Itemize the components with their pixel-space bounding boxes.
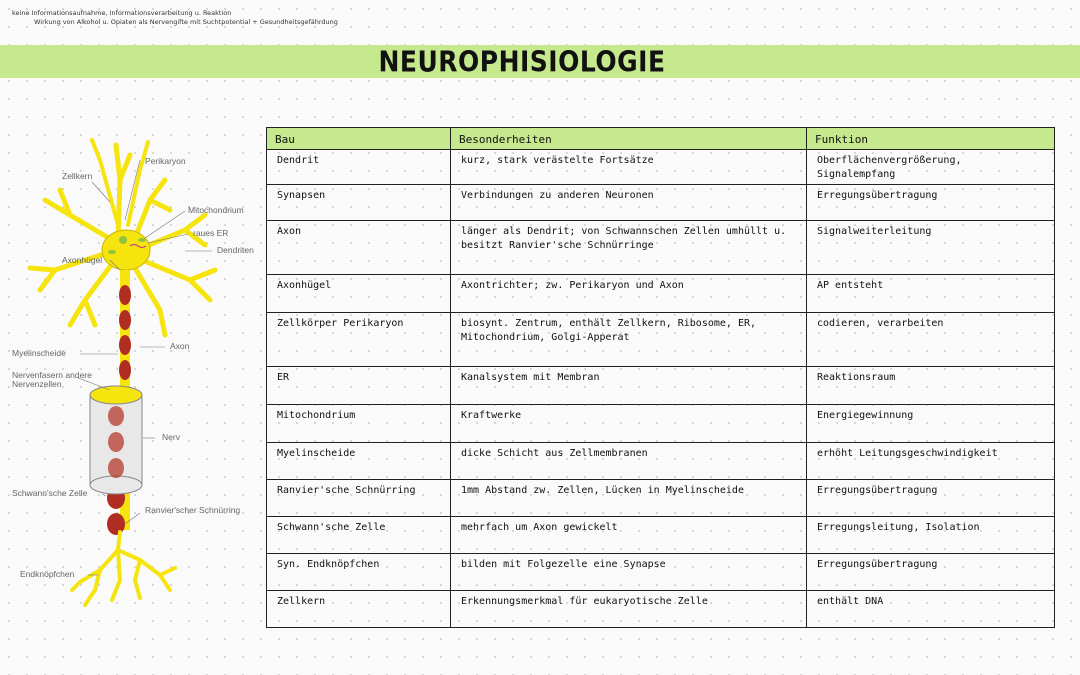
label-endknoepfchen: Endknöpfchen [20, 569, 75, 579]
table-row [267, 313, 1055, 367]
cell-funktion: enthält DNA [807, 591, 1055, 628]
label-ranvier-schnuerring: Ranvier'scher Schnürring [145, 505, 241, 515]
cell-bau: ER [267, 367, 451, 405]
nucleus-shape [119, 236, 127, 244]
cell-besonderheiten: biosynt. Zentrum, enthält Zellkern, Ribosome, ER, Mitochondrium, Golgi-Apperat [451, 313, 807, 367]
table-row [267, 480, 1055, 517]
cell-funktion: Signalweiterleitung [807, 221, 1055, 275]
table-row [267, 591, 1055, 628]
neuron-figure [0, 120, 265, 620]
cell-bau: Axon [267, 221, 451, 275]
table-row [267, 367, 1055, 405]
title-banner [0, 45, 1080, 78]
table-header-row [267, 128, 1055, 150]
cell-funktion: Energiegewinnung [807, 405, 1055, 443]
cell-besonderheiten: dicke Schicht aus Zellmembranen [451, 443, 807, 480]
page-title: NEUROPHISIOLOGIE [378, 44, 666, 79]
label-myelinscheide: Myelinscheide [12, 348, 66, 358]
header-bau: Bau [267, 128, 451, 150]
cell-bau: Ranvier'sche Schnürring [267, 480, 451, 517]
note-line-1: keine Informationsaufnahme, Informationsverarbeitung u. Reaktion [12, 9, 232, 17]
table-row [267, 185, 1055, 221]
cell-besonderheiten: Kraftwerke [451, 405, 807, 443]
cell-bau: Zellkern [267, 591, 451, 628]
cell-besonderheiten: Erkennungsmerkmal für eukaryotische Zelle [451, 591, 807, 628]
label-axonhuegel: Axonhügel [62, 255, 103, 265]
cell-bau: Myelinscheide [267, 443, 451, 480]
cell-funktion: Reaktionsraum [807, 367, 1055, 405]
cell-besonderheiten: bilden mit Folgezelle eine Synapse [451, 554, 807, 591]
cell-funktion: AP entsteht [807, 275, 1055, 313]
header-besonderheiten: Besonderheiten [451, 128, 807, 150]
label-schwann-zelle: Schwann'sche Zelle [12, 488, 88, 498]
label-raues-er: raues ER [193, 228, 229, 238]
table-row [267, 554, 1055, 591]
cell-funktion: Erregungsleitung, Isolation [807, 517, 1055, 554]
cell-besonderheiten: kurz, stark verästelte Fortsätze [451, 150, 807, 185]
label-axon: Axon [170, 341, 190, 351]
label-nerv: Nerv [162, 432, 180, 442]
note-line-2: Wirkung von Alkohol u. Opiaten als Nervengifte mit Suchtpotential + Gesundheitsgefährdung [34, 18, 338, 26]
table-row [267, 405, 1055, 443]
label-nervenfasern: Nervenfasern andere Nervenzellen [12, 370, 92, 389]
cell-bau: Axonhügel [267, 275, 451, 313]
cell-besonderheiten: Axontrichter; zw. Perikaryon und Axon [451, 275, 807, 313]
table-row [267, 275, 1055, 313]
cell-besonderheiten: 1mm Abstand zw. Zellen, Lücken in Myelinscheide [451, 480, 807, 517]
table-row [267, 517, 1055, 554]
label-mitochondrium: Mitochondrium [188, 205, 244, 215]
header-funktion: Funktion [807, 128, 1055, 150]
table-row [267, 443, 1055, 480]
cell-besonderheiten: mehrfach um Axon gewickelt [451, 517, 807, 554]
cell-bau: Syn. Endknöpfchen [267, 554, 451, 591]
cell-bau: Schwann'sche Zelle [267, 517, 451, 554]
cell-bau: Mitochondrium [267, 405, 451, 443]
nerve-cylinder [90, 386, 142, 494]
neuro-table [266, 127, 1055, 628]
cell-funktion: Erregungsübertragung [807, 185, 1055, 221]
cell-funktion: codieren, verarbeiten [807, 313, 1055, 367]
cell-funktion: Oberflächenvergrößerung, Signalempfang [807, 150, 1055, 185]
cell-bau: Dendrit [267, 150, 451, 185]
label-zellkern: Zellkern [62, 171, 93, 181]
cell-besonderheiten: Verbindungen zu anderen Neuronen [451, 185, 807, 221]
top-notes [12, 9, 338, 27]
table-row [267, 150, 1055, 185]
cell-besonderheiten: länger als Dendrit; von Schwannschen Zellen umhüllt u. besitzt Ranvier'sche Schnürringe [451, 221, 807, 275]
table-row [267, 221, 1055, 275]
cell-besonderheiten: Kanalsystem mit Membran [451, 367, 807, 405]
cell-funktion: Erregungsübertragung [807, 554, 1055, 591]
cell-bau: Synapsen [267, 185, 451, 221]
label-perikaryon: Perikaryon [145, 156, 186, 166]
cell-funktion: Erregungsübertragung [807, 480, 1055, 517]
cell-funktion: erhöht Leitungsgeschwindigkeit [807, 443, 1055, 480]
label-dendriten: Dendriten [217, 245, 254, 255]
cell-bau: Zellkörper Perikaryon [267, 313, 451, 367]
